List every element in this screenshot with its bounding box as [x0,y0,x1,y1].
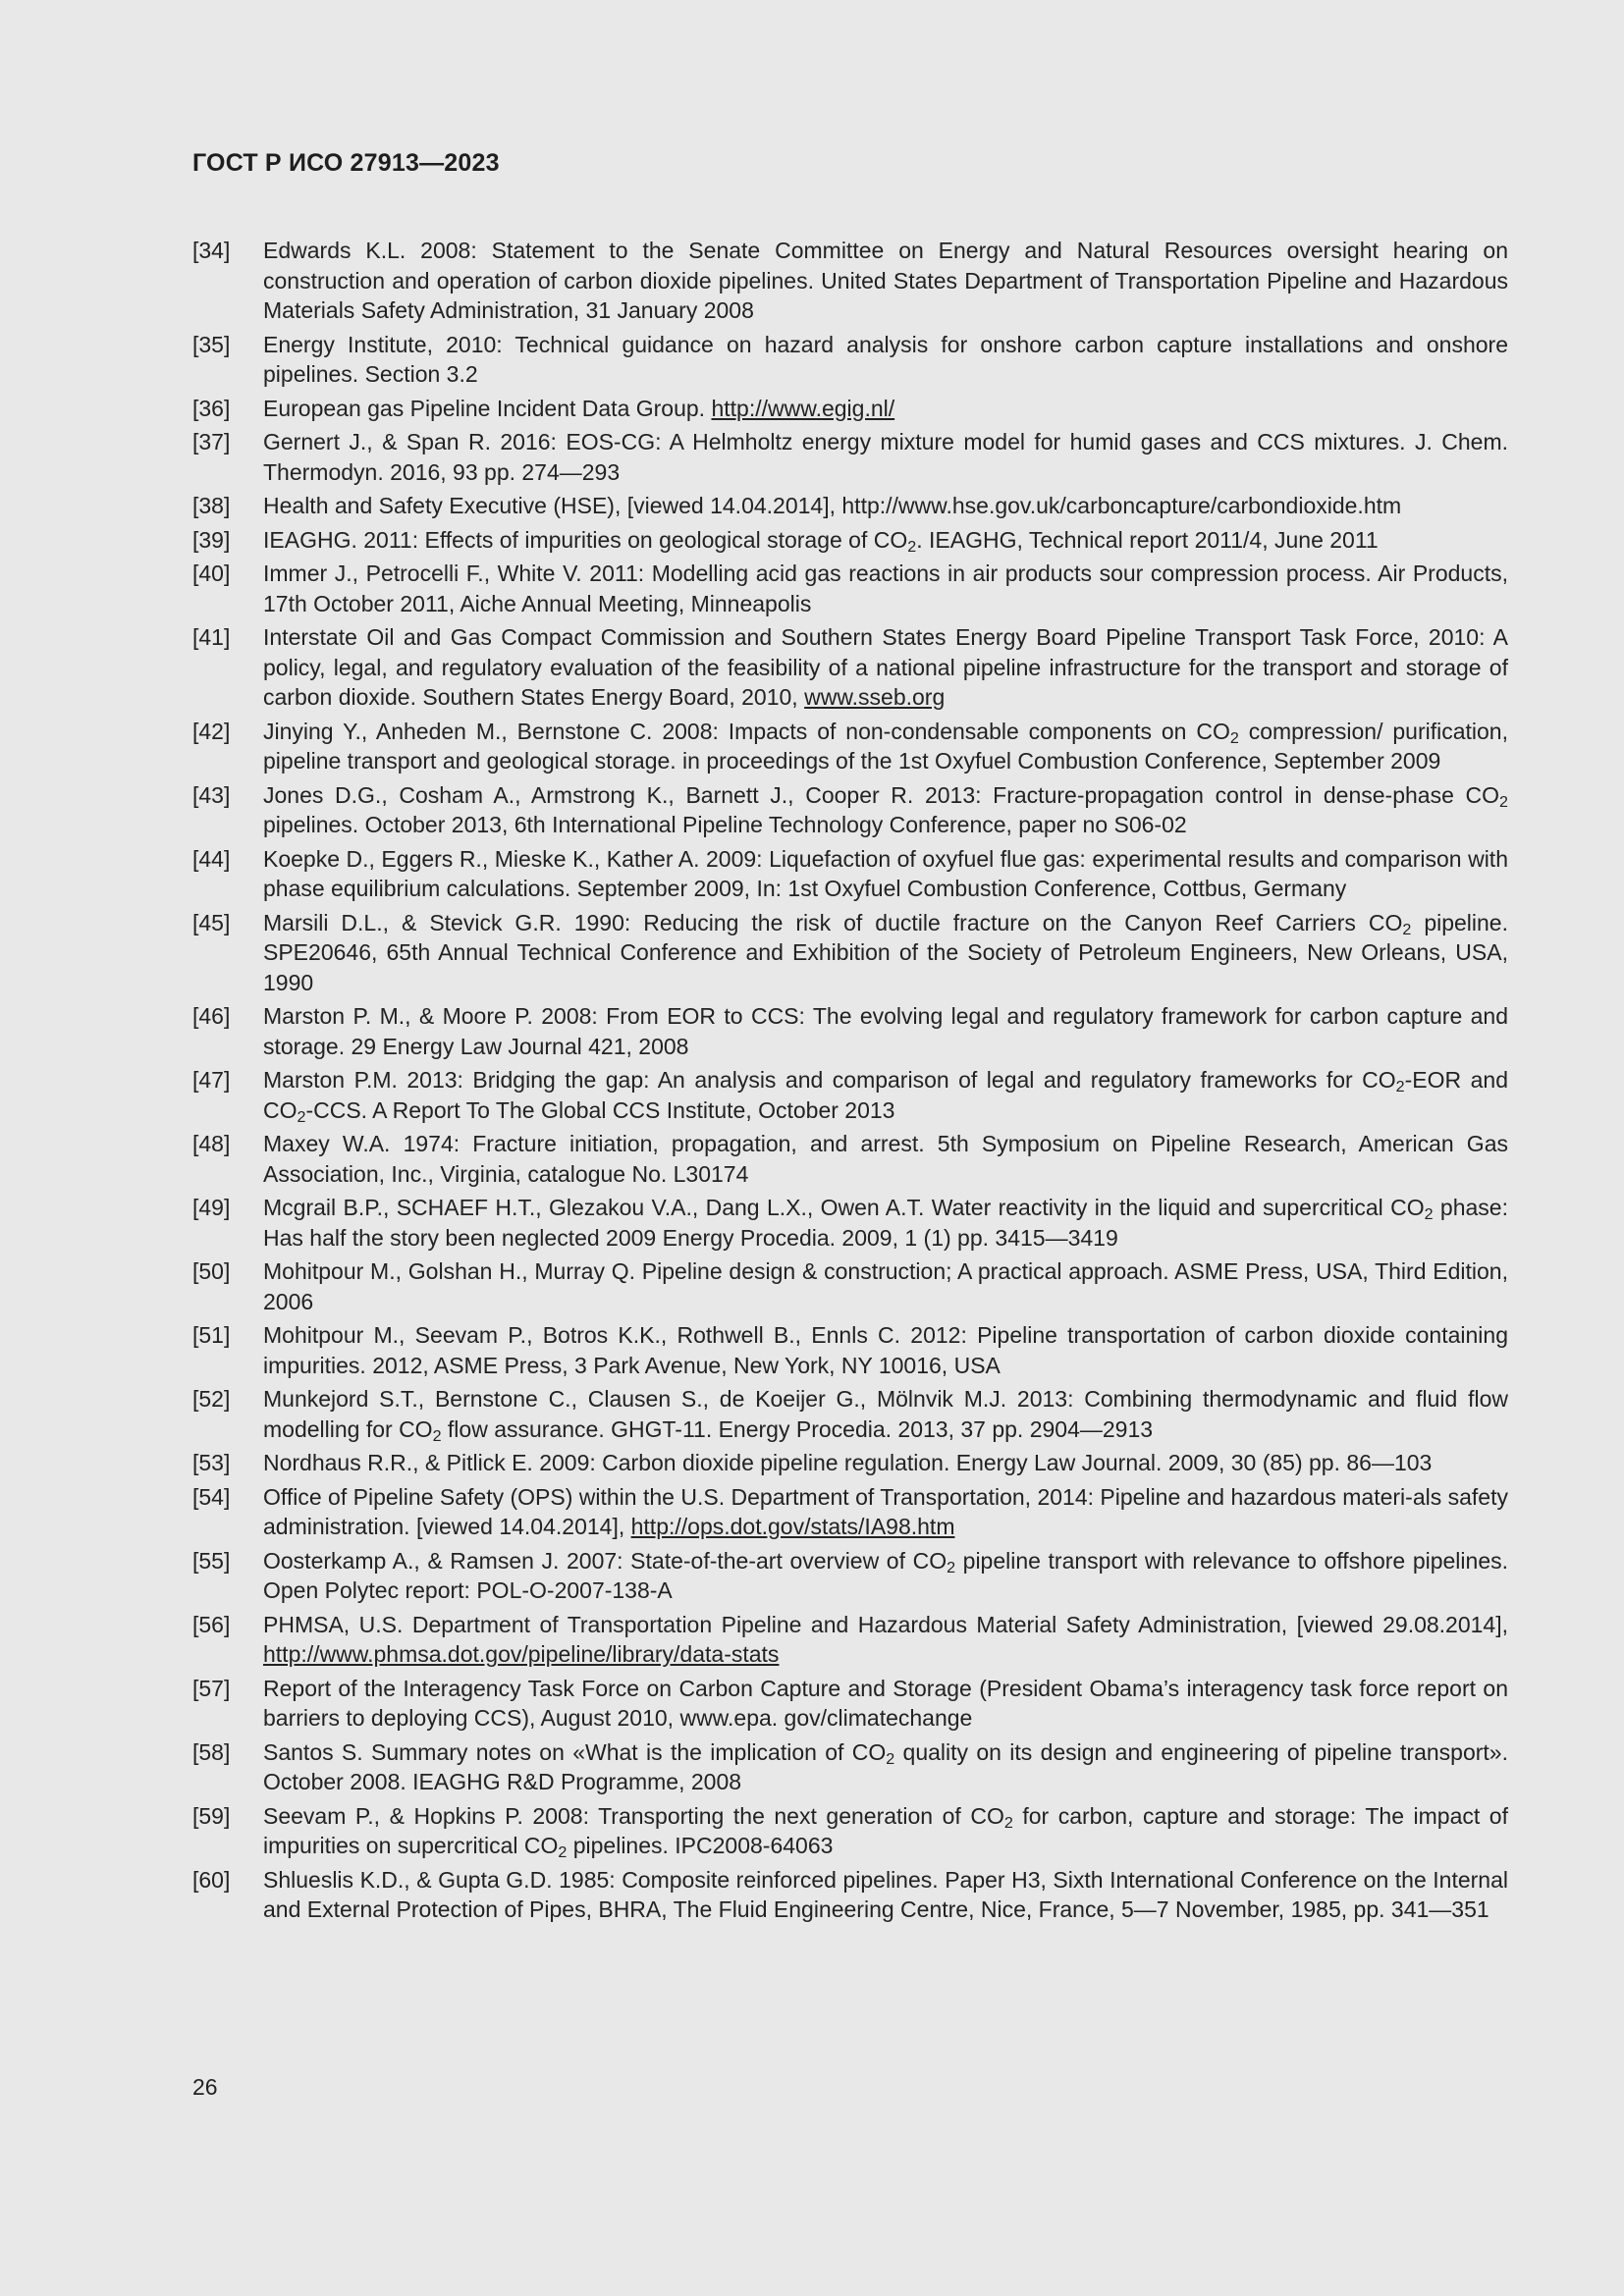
reference-item [192,1001,1508,1061]
reference-item [192,1129,1508,1189]
reference-text-segment: Shlueslis K.D., & Gupta G.D. 1985: Composite reinforced pipelines. Paper H3, Sixth International Conference on the Internal and External Protection of Pipes, BHRA, The Fluid Engineering Centre, Nice, France, 5—7 November, 1985, pp. 341—351 [263,1866,1508,1922]
reference-number: [46] [192,1003,231,1029]
reference-number: [36] [192,395,231,421]
page-header: ГОСТ Р ИСО 27913—2023 [192,149,500,177]
reference-text-segment: pipelines. October 2013, 6th International Pipeline Technology Conference, paper no S06-02 [263,812,1187,837]
reference-item [192,1065,1508,1125]
reference-text-segment: Koepke D., Eggers R., Mieske K., Kather A. 2009: Liquefaction of oxyfuel flue gas: experimental results and comparison with phase equilibrium calculations. September 2009, In: 1st Oxyfuel Combustion Conference, Cottbus, Germany [263,845,1508,901]
reference-text [263,1256,1508,1316]
reference-item [192,427,1508,487]
reference-item [192,844,1508,904]
reference-number: [35] [192,331,231,357]
reference-number: [37] [192,429,231,454]
reference-text-segment: for carbon, capture and storage: The impact of impurities on supercritical CO [263,1802,1508,1858]
reference-text [263,1001,1508,1061]
reference-text-segment: Maxey W.A. 1974: Fracture initiation, propagation, and arrest. 5th Symposium on Pipeline Research, American Gas Association, Inc., Virginia, catalogue No. L30174 [263,1131,1508,1187]
reference-item [192,525,1508,556]
reference-number: [55] [192,1547,231,1574]
reference-text-segment: European gas Pipeline Incident Data Group. [263,395,712,421]
reference-item [192,717,1508,776]
subscript: 2 [1003,1813,1013,1832]
reference-text [263,559,1508,618]
reference-text [263,1482,1508,1542]
reference-link[interactable]: http://www.egig.nl/ [711,395,895,421]
reference-number: [59] [192,1802,231,1829]
reference-item [192,330,1508,390]
subscript: 2 [1402,920,1412,938]
reference-text [263,1129,1508,1189]
reference-text-segment: Office of Pipeline Safety (OPS) within the U.S. Department of Transportation, 2014: Pipeline and hazardous materi-als safety administration. [viewed 14.04.2014], [263,1483,1508,1539]
reference-text-segment: Nordhaus R.R., & Pitlick E. 2009: Carbon dioxide pipeline regulation. Energy Law Journal. 2009, 30 (85) pp. 86—103 [263,1450,1433,1475]
reference-text [263,1065,1508,1125]
reference-text-segment: Gernert J., & Span R. 2016: EOS-CG: A Helmholtz energy mixture model for humid gases and CCS mixtures. J. Chem. Thermodyn. 2016, 93 pp. 274—293 [263,429,1508,485]
reference-text-segment: pipelines. IPC2008-64063 [567,1833,834,1858]
reference-text-segment: Jinying Y., Anheden M., Bernstone C. 2008: Impacts of non-condensable components on CO [263,718,1230,744]
reference-text [263,1801,1508,1861]
subscript: 2 [886,1749,895,1768]
reference-number: [43] [192,781,231,808]
reference-number: [52] [192,1386,231,1412]
subscript: 2 [1499,792,1508,811]
reference-text [263,394,1508,424]
reference-text-segment: pipeline. SPE20646, 65th Annual Technical Conference and Exhibition of the Society of Petroleum Engineers, New Orleans, USA, 1990 [263,909,1508,995]
reference-number: [38] [192,493,231,518]
reference-item [192,236,1508,326]
reference-text-segment: phase: Has half the story been neglected 2009 Energy Procedia. 2009, 1 (1) pp. 3415—3419 [263,1195,1508,1251]
reference-text-segment: Marsili D.L., & Stevick G.R. 1990: Reducing the risk of ductile fracture on the Canyon Reef Carriers CO [263,909,1403,935]
reference-text [263,1320,1508,1380]
reference-text-segment: Marston P. M., & Moore P. 2008: From EOR to CCS: The evolving legal and regulatory framework for carbon capture and storage. 29 Energy Law Journal 421, 2008 [263,1003,1508,1059]
reference-text-segment: -CCS. A Report To The Global CCS Institute, October 2013 [305,1096,895,1123]
reference-text-segment: flow assurance. GHGT-11. Energy Procedia. 2013, 37 pp. 2904—2913 [441,1415,1154,1442]
reference-text [263,1865,1508,1925]
reference-item [192,1320,1508,1380]
reference-text [263,844,1508,904]
reference-text-segment: pipeline transport with relevance to offshore pipelines. Open Polytec report: POL-O-2007-138-A [263,1547,1508,1603]
reference-text [263,330,1508,390]
reference-text-segment: Marston P.M. 2013: Bridging the gap: An analysis and comparison of legal and regulatory frameworks for CO [263,1067,1396,1093]
reference-text-segment: Energy Institute, 2010: Technical guidance on hazard analysis for onshore carbon capture installations and onshore pipelines. Section 3.2 [263,331,1508,387]
reference-text [263,717,1508,776]
reference-number: [49] [192,1195,231,1220]
reference-number: [58] [192,1738,231,1765]
reference-text-segment: Seevam P., & Hopkins P. 2008: Transporting the next generation of CO [263,1802,1004,1829]
reference-item [192,491,1508,521]
reference-item [192,780,1508,840]
reference-link[interactable]: www.sseb.org [804,684,946,710]
reference-item [192,622,1508,713]
reference-text-segment: Mohitpour M., Seevam P., Botros K.K., Rothwell B., Ennls C. 2012: Pipeline transportation of carbon dioxide containing impurities. 2012, ASME Press, 3 Park Avenue, New York, NY 10016, USA [263,1322,1508,1378]
reference-text-segment: Immer J., Petrocelli F., White V. 2011: Modelling acid gas reactions in air products sour compression process. Air Products, 17th October 2011, Aiche Annual Meeting, Minneapolis [263,561,1508,616]
reference-number: [48] [192,1131,231,1156]
subscript: 2 [1424,1205,1434,1224]
reference-item [192,1737,1508,1797]
reference-text-segment: Munkejord S.T., Bernstone C., Clausen S., de Koeijer G., Mölnvik M.J. 2013: Combining thermodynamic and fluid flow modelling for CO [263,1386,1508,1442]
reference-text-segment: Health and Safety Executive (HSE), [viewed 14.04.2014], http://www.hse.gov.uk/carboncapture/carbondioxide.htm [263,493,1402,518]
reference-number: [54] [192,1483,231,1510]
reference-item [192,1448,1508,1478]
reference-number: [44] [192,845,231,872]
reference-text-segment: compression/ purification, pipeline transport and geological storage. in proceedings of the 1st Oxyfuel Combustion Conference, September 2009 [263,718,1508,774]
reference-item [192,1674,1508,1734]
reference-text-segment: Santos S. Summary notes on «What is the implication of CO [263,1738,887,1765]
reference-text [263,622,1508,713]
reference-text [263,1448,1508,1478]
reference-item [192,1610,1508,1670]
reference-text [263,1384,1508,1444]
reference-link[interactable]: http://www.phmsa.dot.gov/pipeline/library/data-stats [263,1641,780,1667]
reference-text [263,1674,1508,1734]
reference-link[interactable]: http://ops.dot.gov/stats/IA98.htm [630,1514,955,1539]
reference-text [263,427,1508,487]
reference-item [192,1384,1508,1444]
reference-number: [57] [192,1675,231,1701]
subscript: 2 [558,1843,568,1862]
subscript: 2 [432,1426,442,1445]
reference-text-segment: quality on its design and engineering of pipeline transport». October 2008. IEAGHG R&D Programme, 2008 [263,1738,1508,1794]
reference-item [192,1256,1508,1316]
reference-number: [42] [192,718,231,744]
reference-number: [40] [192,561,231,586]
reference-item [192,394,1508,424]
reference-item [192,1546,1508,1606]
reference-text [263,1193,1508,1253]
reference-text [263,1546,1508,1606]
reference-text [263,236,1508,326]
page-number: 26 [192,2074,218,2100]
subscript: 2 [297,1107,306,1126]
reference-number: [34] [192,238,231,263]
reference-text-segment: . IEAGHG, Technical report 2011/4, June 2011 [916,526,1379,553]
reference-number: [39] [192,526,231,553]
reference-list [192,236,1508,1929]
reference-text [263,780,1508,840]
reference-item [192,1865,1508,1925]
reference-item [192,1801,1508,1861]
reference-number: [41] [192,624,231,650]
reference-text [263,1737,1508,1797]
subscript: 2 [1395,1078,1405,1096]
reference-text-segment: Oosterkamp A., & Ramsen J. 2007: State-of-the-art overview of CO [263,1547,947,1574]
reference-number: [51] [192,1322,231,1348]
reference-text [263,491,1508,521]
reference-number: [47] [192,1067,231,1093]
reference-text-segment: PHMSA, U.S. Department of Transportation Pipeline and Hazardous Material Safety Administration, [viewed 29.08.2014], [263,1611,1508,1637]
reference-text-segment: Interstate Oil and Gas Compact Commission and Southern States Energy Board Pipeline Transport Task Force, 2010: A policy, legal, and regulatory evaluation of the feasibility of a national pipeline infrastructure for the transport and storage of carbon dioxide. Southern States Energy Board, 2010, [263,624,1508,710]
reference-text-segment: Jones D.G., Cosham A., Armstrong K., Barnett J., Cooper R. 2013: Fracture-propagation control in dense-phase CO [263,781,1500,808]
reference-text-segment: Mohitpour M., Golshan H., Murray Q. Pipeline design & construction; A practical approach. ASME Press, USA, Third Edition, 2006 [263,1258,1508,1314]
reference-item [192,559,1508,618]
reference-text-segment: -EOR and CO [263,1067,1508,1123]
reference-number: [50] [192,1258,231,1284]
reference-number: [53] [192,1450,231,1475]
subscript: 2 [907,537,917,556]
reference-number: [56] [192,1611,231,1637]
reference-number: [60] [192,1866,231,1893]
reference-text-segment: IEAGHG. 2011: Effects of impurities on geological storage of CO [263,526,908,553]
reference-text-segment: Report of the Interagency Task Force on Carbon Capture and Storage (President Obama’s interagency task force report on barriers to deploying CCS), August 2010, www.epa. gov/climatechange [263,1675,1508,1731]
reference-item [192,1482,1508,1542]
reference-text-segment: Edwards K.L. 2008: Statement to the Senate Committee on Energy and Natural Resources oversight hearing on construction and operation of carbon dioxide pipelines. United States Department of Transportation Pipeline and Hazardous Materials Safety Administration, 31 January 2008 [263,238,1508,323]
reference-text-segment: Mcgrail B.P., SCHAEF H.T., Glezakou V.A., Dang L.X., Owen A.T. Water reactivity in the liquid and supercritical CO [263,1195,1425,1220]
subscript: 2 [1229,728,1239,747]
reference-number: [45] [192,909,231,935]
reference-text [263,525,1508,556]
reference-text [263,1610,1508,1670]
subscript: 2 [947,1558,956,1576]
reference-text [263,908,1508,998]
reference-item [192,908,1508,998]
reference-item [192,1193,1508,1253]
